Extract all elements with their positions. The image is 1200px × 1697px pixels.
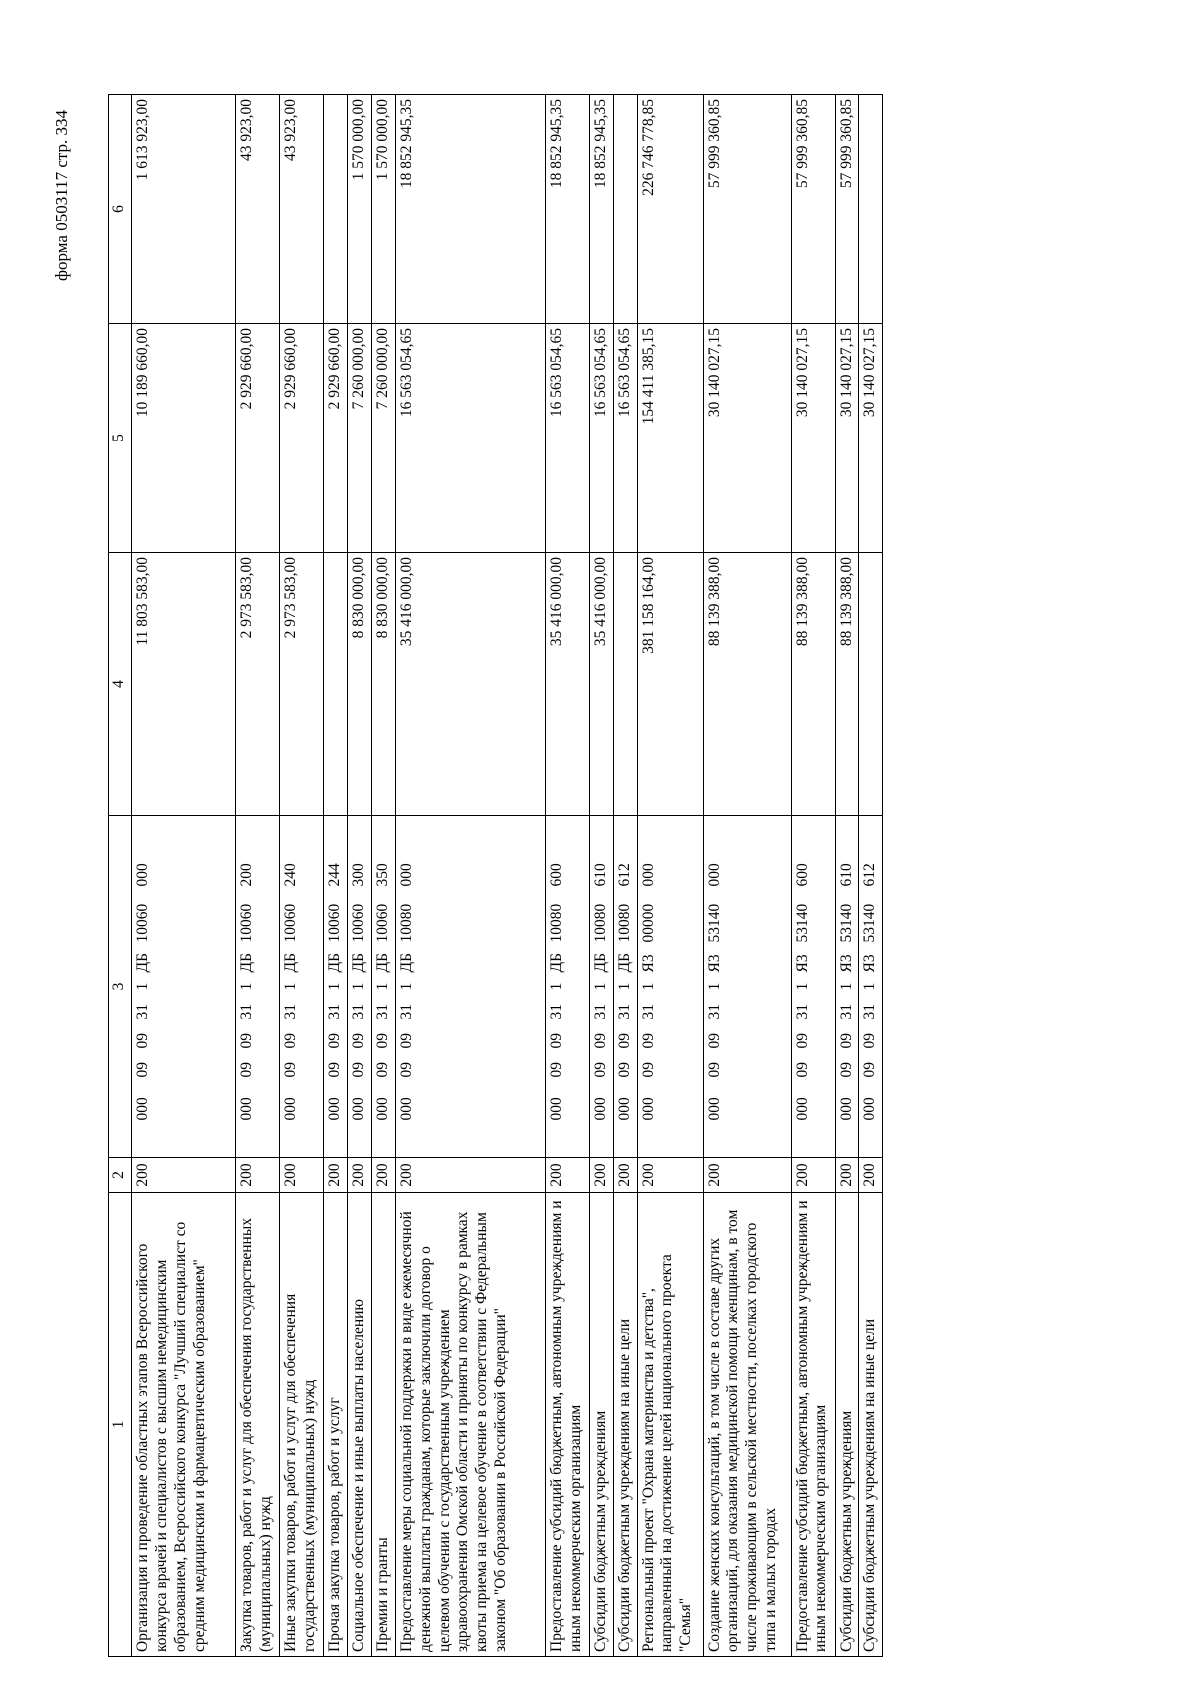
row-approved-amount: 381 158 164,00: [637, 553, 703, 816]
budget-code-segment: 1: [591, 982, 609, 991]
row-executed-amount: 30 140 027,15: [791, 324, 835, 553]
budget-code-segment: 31: [793, 1004, 811, 1020]
table-row: [236, 95, 280, 1657]
row-approved-amount: 35 416 000,00: [589, 553, 613, 816]
row-executed-amount: 2 929 660,00: [280, 324, 324, 553]
budget-code-segment: 53140: [705, 903, 723, 943]
budget-code-segment: 600: [793, 863, 811, 887]
budget-code-segment: Я3: [861, 954, 879, 973]
row-name-cell: Прочая закупка товаров, работ и услуг: [324, 1193, 348, 1657]
row-unexecuted-amount: [613, 95, 637, 324]
row-approved-amount: 88 139 388,00: [703, 553, 791, 816]
table-row: [859, 95, 883, 1657]
table-row: [835, 95, 859, 1657]
row-line-code-cell: 200: [324, 1158, 348, 1193]
row-line-code-cell: 200: [395, 1158, 545, 1193]
budget-code-segment: 1: [861, 982, 879, 991]
row-line-code-cell: 200: [132, 1158, 236, 1193]
form-page-label: форма 0503117 стр. 334: [52, 110, 71, 281]
table-row: [613, 95, 637, 1657]
budget-code-segment: Я3: [837, 954, 855, 973]
budget-code-segment: 10060: [134, 903, 151, 943]
row-line-code-cell: 200: [280, 1158, 324, 1193]
budget-code-segment: 10080: [397, 903, 415, 943]
row-unexecuted-amount: 57 999 360,85: [791, 95, 835, 324]
budget-code-segment: ДБ: [397, 953, 415, 973]
row-unexecuted-amount: 1 570 000,00: [347, 95, 371, 324]
budget-code-segment: 1: [373, 982, 391, 991]
row-approved-amount: 35 416 000,00: [395, 553, 545, 816]
budget-code-segment: 000: [326, 1097, 343, 1121]
budget-code-segment: 09: [134, 1033, 151, 1049]
budget-code-segment: 000: [793, 1097, 811, 1121]
budget-code-segment: 09: [837, 1062, 855, 1078]
row-executed-amount: 16 563 054,65: [395, 324, 545, 553]
row-budget-code-cell: [347, 816, 371, 1158]
table-row: [324, 95, 348, 1657]
budget-code-segment: 000: [349, 1097, 367, 1121]
row-name-cell: Иные закупки товаров, работ и услуг для обеспечения государственных (муниципальных) нужд: [280, 1193, 324, 1657]
budget-code-segment: 09: [793, 1033, 811, 1049]
budget-code-segment: 10080: [615, 903, 633, 943]
budget-code-segment: ДБ: [238, 953, 255, 973]
row-budget-code-cell: [791, 816, 835, 1158]
table-row: [545, 95, 589, 1657]
header-cell: 3: [109, 816, 132, 1158]
budget-code-segment: 000: [397, 1097, 415, 1121]
budget-code-segment: 000: [134, 863, 151, 887]
budget-code-segment: 09: [615, 1033, 633, 1049]
row-line-code-cell: 200: [347, 1158, 371, 1193]
row-budget-code-cell: [613, 816, 637, 1158]
row-unexecuted-amount: [324, 95, 348, 324]
budget-code-segment: 09: [639, 1062, 657, 1078]
budget-code-segment: 09: [238, 1033, 255, 1049]
row-line-code-cell: 200: [371, 1158, 395, 1193]
row-name-cell: Субсидии бюджетным учреждениям: [589, 1193, 613, 1657]
budget-code-segment: 09: [326, 1033, 343, 1049]
row-executed-amount: 7 260 000,00: [371, 324, 395, 553]
budget-code-segment: 09: [591, 1033, 609, 1049]
budget-code-segment: 31: [861, 1004, 879, 1020]
budget-code-segment: 1: [349, 982, 367, 991]
row-unexecuted-amount: 226 746 778,85: [637, 95, 703, 324]
row-name-cell: Субсидии бюджетным учреждениям: [835, 1193, 859, 1657]
budget-code-segment: ДБ: [326, 953, 343, 973]
header-cell: 1: [109, 1193, 132, 1657]
budget-code-segment: Я3: [793, 954, 811, 973]
budget-code-segment: 244: [326, 863, 343, 887]
header-cell: 5: [109, 324, 132, 553]
row-line-code-cell: 200: [859, 1158, 883, 1193]
budget-code-segment: 09: [615, 1062, 633, 1078]
table-row: [703, 95, 791, 1657]
budget-code-segment: 1: [615, 982, 633, 991]
row-unexecuted-amount: 18 852 945,35: [395, 95, 545, 324]
budget-code-segment: 31: [282, 1004, 299, 1020]
budget-code-segment: ДБ: [134, 953, 151, 973]
budget-code-segment: 300: [349, 863, 367, 887]
budget-code-segment: 1: [793, 982, 811, 991]
row-executed-amount: 30 140 027,15: [835, 324, 859, 553]
budget-code-segment: 09: [837, 1033, 855, 1049]
budget-code-segment: 610: [591, 863, 609, 887]
budget-code-segment: 000: [373, 1097, 391, 1121]
budget-code-segment: 31: [349, 1004, 367, 1020]
budget-code-segment: 31: [326, 1004, 343, 1020]
row-line-code-cell: 200: [236, 1158, 280, 1193]
row-executed-amount: 16 563 054,65: [589, 324, 613, 553]
budget-code-segment: 200: [238, 863, 255, 887]
budget-code-segment: 000: [861, 1097, 879, 1121]
budget-code-segment: 1: [326, 982, 343, 991]
budget-code-segment: 09: [639, 1033, 657, 1049]
budget-code-segment: 09: [282, 1062, 299, 1078]
row-budget-code-cell: [395, 816, 545, 1158]
row-executed-amount: 154 411 385,15: [637, 324, 703, 553]
budget-code-segment: 31: [134, 1004, 151, 1020]
budget-code-segment: 31: [615, 1004, 633, 1020]
header-cell: 2: [109, 1158, 132, 1193]
row-line-code-cell: 200: [835, 1158, 859, 1193]
budget-code-segment: 09: [397, 1062, 415, 1078]
budget-code-segment: ДБ: [282, 953, 299, 973]
budget-code-segment: 53140: [861, 903, 879, 943]
row-name-cell: Закупка товаров, работ и услуг для обеспечения государственных (муниципальных) нужд: [236, 1193, 280, 1657]
budget-code-segment: 000: [705, 863, 723, 887]
row-budget-code-cell: [545, 816, 589, 1158]
budget-code-segment: Я3: [639, 954, 657, 973]
header-cell: 4: [109, 553, 132, 816]
budget-code-segment: 000: [238, 1097, 255, 1121]
budget-code-segment: 10080: [547, 903, 565, 943]
table-body: [109, 95, 883, 1657]
budget-code-segment: 1: [397, 982, 415, 991]
budget-execution-table: [108, 94, 883, 1657]
row-budget-code-cell: [324, 816, 348, 1158]
row-line-code-cell: 200: [637, 1158, 703, 1193]
row-name-cell: Социальное обеспечение и иные выплаты населению: [347, 1193, 371, 1657]
row-approved-amount: [859, 553, 883, 816]
budget-code-segment: ДБ: [373, 953, 391, 973]
budget-code-segment: 53140: [837, 903, 855, 943]
row-unexecuted-amount: 57 999 360,85: [835, 95, 859, 324]
row-name-cell: Предоставление меры социальной поддержки в виде ежемесячной денежной выплаты гражданам, которые заключили договор о целевом обучении с государственным учреждением здравоохранения Омской области и приняты по конкурсу в рамках квоты приема на целевое обучение в соответствии с Федеральным законом "Об образовании в Российской Федерации": [395, 1193, 545, 1657]
row-line-code-cell: 200: [589, 1158, 613, 1193]
row-name-cell: Премии и гранты: [371, 1193, 395, 1657]
row-approved-amount: [613, 553, 637, 816]
budget-code-segment: 31: [591, 1004, 609, 1020]
budget-code-segment: 1: [134, 982, 151, 991]
budget-code-segment: Я3: [705, 954, 723, 973]
table-row: [637, 95, 703, 1657]
budget-code-segment: 09: [326, 1062, 343, 1078]
row-budget-code-cell: [835, 816, 859, 1158]
row-unexecuted-amount: 18 852 945,35: [589, 95, 613, 324]
budget-code-segment: ДБ: [615, 953, 633, 973]
row-approved-amount: [324, 553, 348, 816]
table-row: [132, 95, 236, 1657]
budget-code-segment: 1: [238, 982, 255, 991]
budget-code-segment: 09: [397, 1033, 415, 1049]
row-executed-amount: 2 929 660,00: [324, 324, 348, 553]
budget-code-segment: 610: [837, 863, 855, 887]
budget-code-segment: 10060: [326, 903, 343, 943]
budget-code-segment: 1: [639, 982, 657, 991]
row-unexecuted-amount: 1 613 923,00: [132, 95, 236, 324]
row-approved-amount: 88 139 388,00: [791, 553, 835, 816]
budget-code-segment: 31: [547, 1004, 565, 1020]
row-unexecuted-amount: [859, 95, 883, 324]
budget-code-segment: 09: [547, 1033, 565, 1049]
row-line-code-cell: 200: [703, 1158, 791, 1193]
budget-code-segment: 240: [282, 863, 299, 887]
budget-code-segment: 53140: [793, 903, 811, 943]
budget-code-segment: ДБ: [591, 953, 609, 973]
budget-code-segment: 31: [397, 1004, 415, 1020]
row-approved-amount: 88 139 388,00: [835, 553, 859, 816]
budget-code-segment: 350: [373, 863, 391, 887]
row-budget-code-cell: [703, 816, 791, 1158]
table-row: [395, 95, 545, 1657]
budget-code-segment: 00000: [639, 903, 657, 943]
row-name-cell: Предоставление субсидий бюджетным, автономным учреждениям и иным некоммерческим организациям: [545, 1193, 589, 1657]
table-row: [347, 95, 371, 1657]
row-executed-amount: 7 260 000,00: [347, 324, 371, 553]
budget-code-segment: 09: [349, 1062, 367, 1078]
budget-code-segment: 31: [837, 1004, 855, 1020]
budget-code-segment: 000: [837, 1097, 855, 1121]
row-name-cell: Субсидии бюджетным учреждениям на иные цели: [859, 1193, 883, 1657]
budget-code-segment: 1: [547, 982, 565, 991]
row-unexecuted-amount: 57 999 360,85: [703, 95, 791, 324]
budget-code-segment: 612: [615, 863, 633, 887]
budget-code-segment: 000: [639, 863, 657, 887]
row-budget-code-cell: [132, 816, 236, 1158]
row-budget-code-cell: [236, 816, 280, 1158]
budget-code-segment: 000: [547, 1097, 565, 1121]
budget-code-segment: 09: [134, 1062, 151, 1078]
row-executed-amount: 30 140 027,15: [859, 324, 883, 553]
table-row: [280, 95, 324, 1657]
row-name-cell: Создание женских консультаций, в том числе в составе других организаций, для оказания медицинской помощи женщинам, в том числе проживающим в сельской местности, поселках городского типа и малых городах: [703, 1193, 791, 1657]
row-line-code-cell: 200: [545, 1158, 589, 1193]
row-budget-code-cell: [280, 816, 324, 1158]
header-cell: 6: [109, 95, 132, 324]
budget-code-segment: 31: [705, 1004, 723, 1020]
budget-code-segment: 31: [238, 1004, 255, 1020]
budget-code-segment: 10060: [282, 903, 299, 943]
budget-code-segment: 000: [639, 1097, 657, 1121]
budget-code-segment: 31: [373, 1004, 391, 1020]
budget-code-segment: 1: [282, 982, 299, 991]
budget-code-segment: 09: [705, 1062, 723, 1078]
row-budget-code-cell: [589, 816, 613, 1158]
row-budget-code-cell: [371, 816, 395, 1158]
budget-code-segment: 1: [837, 982, 855, 991]
row-unexecuted-amount: 18 852 945,35: [545, 95, 589, 324]
budget-code-segment: 09: [793, 1062, 811, 1078]
budget-code-segment: 09: [705, 1033, 723, 1049]
row-executed-amount: 16 563 054,65: [545, 324, 589, 553]
budget-code-segment: 09: [861, 1033, 879, 1049]
row-approved-amount: 2 973 583,00: [280, 553, 324, 816]
row-approved-amount: 11 803 583,00: [132, 553, 236, 816]
row-name-cell: Организация и проведение областных этапов Всероссийского конкурса врачей и специалистов с высшим немедицинским образованием, Всероссийского конкурса "Лучший специалист со средним медицинским и фармацевтическим образованием": [132, 1193, 236, 1657]
row-executed-amount: 2 929 660,00: [236, 324, 280, 553]
row-unexecuted-amount: 1 570 000,00: [371, 95, 395, 324]
row-approved-amount: 35 416 000,00: [545, 553, 589, 816]
budget-code-segment: 000: [397, 863, 415, 887]
table-row: [791, 95, 835, 1657]
budget-code-segment: 10060: [373, 903, 391, 943]
budget-code-segment: 09: [861, 1062, 879, 1078]
row-line-code-cell: 200: [791, 1158, 835, 1193]
table-row: [371, 95, 395, 1657]
table-row: [589, 95, 613, 1657]
budget-code-segment: 09: [282, 1033, 299, 1049]
budget-code-segment: 1: [705, 982, 723, 991]
row-budget-code-cell: [637, 816, 703, 1158]
row-name-cell: Региональный проект "Охрана материнства и детства", направленный на достижение целей национального проекта "Семья": [637, 1193, 703, 1657]
row-approved-amount: 2 973 583,00: [236, 553, 280, 816]
budget-code-segment: 000: [615, 1097, 633, 1121]
budget-code-segment: 09: [238, 1062, 255, 1078]
budget-code-segment: 09: [373, 1033, 391, 1049]
row-executed-amount: 30 140 027,15: [703, 324, 791, 553]
budget-code-segment: 09: [373, 1062, 391, 1078]
row-line-code-cell: 200: [613, 1158, 637, 1193]
budget-code-segment: 10080: [591, 903, 609, 943]
budget-code-segment: 31: [639, 1004, 657, 1020]
row-name-cell: Предоставление субсидий бюджетным, автономным учреждениям и иным некоммерческим организациям: [791, 1193, 835, 1657]
budget-code-segment: ДБ: [547, 953, 565, 973]
budget-code-segment: 09: [547, 1062, 565, 1078]
budget-code-segment: 10060: [349, 903, 367, 943]
row-name-cell: Субсидии бюджетным учреждениям на иные цели: [613, 1193, 637, 1657]
budget-code-segment: 10060: [238, 903, 255, 943]
row-approved-amount: 8 830 000,00: [347, 553, 371, 816]
budget-code-segment: 600: [547, 863, 565, 887]
row-unexecuted-amount: 43 923,00: [280, 95, 324, 324]
budget-code-segment: 612: [861, 863, 879, 887]
budget-code-segment: 09: [591, 1062, 609, 1078]
budget-code-segment: ДБ: [349, 953, 367, 973]
budget-code-segment: 000: [705, 1097, 723, 1121]
row-approved-amount: 8 830 000,00: [371, 553, 395, 816]
budget-code-segment: 000: [134, 1097, 151, 1121]
row-unexecuted-amount: 43 923,00: [236, 95, 280, 324]
budget-code-segment: 000: [282, 1097, 299, 1121]
table-header-row: [109, 95, 132, 1657]
row-executed-amount: 10 189 660,00: [132, 324, 236, 553]
budget-code-segment: 000: [591, 1097, 609, 1121]
budget-code-segment: 09: [349, 1033, 367, 1049]
row-executed-amount: 16 563 054,65: [613, 324, 637, 553]
row-budget-code-cell: [859, 816, 883, 1158]
